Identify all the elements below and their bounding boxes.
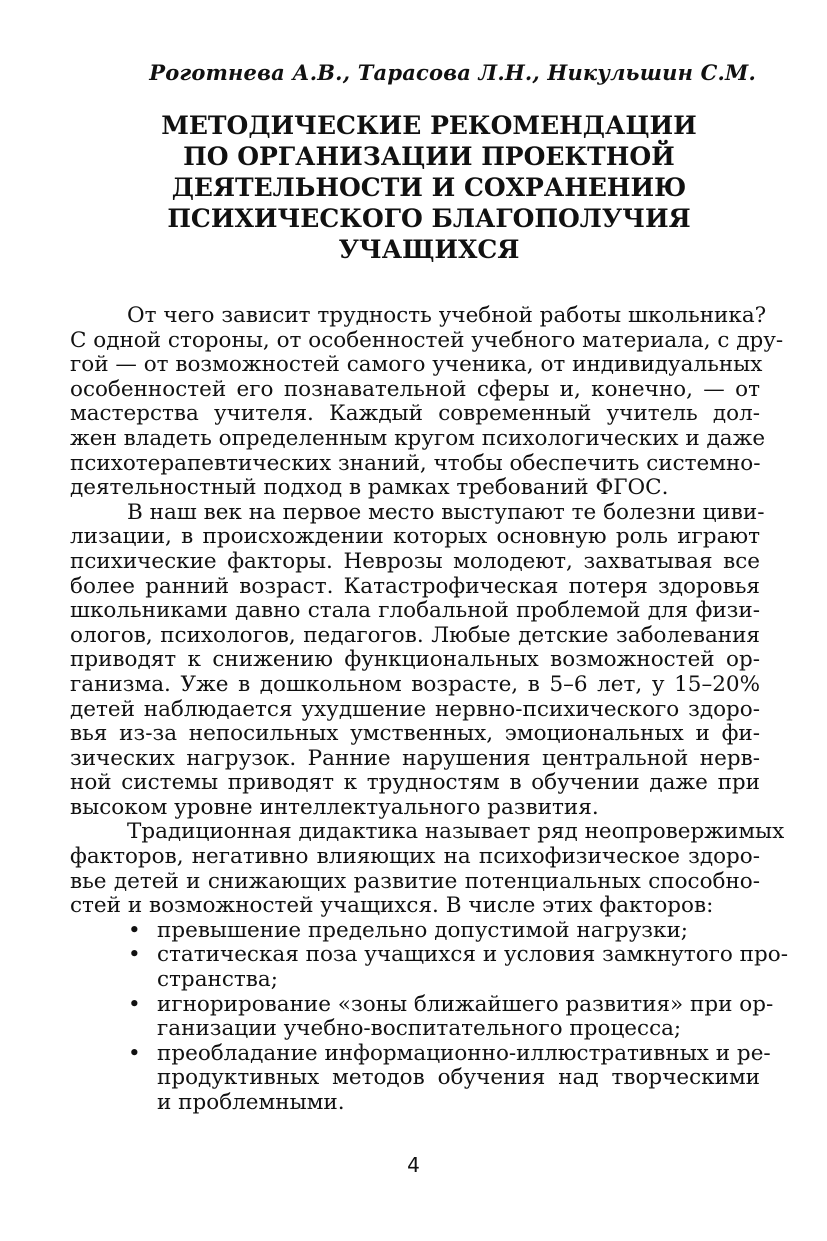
bullet-icon: • <box>128 917 141 943</box>
paragraph-1 <box>70 303 784 501</box>
text-line: мастерства учителя. Каждый современный учитель дол- <box>70 401 760 427</box>
text-line: От чего зависит трудность учебной работы школьника? <box>127 303 767 328</box>
list-item <box>70 991 774 1042</box>
text-line: стей и возможностей учащихся. В числе этих факторов: <box>70 893 714 919</box>
title-line: ДЕЯТЕЛЬНОСТИ И СОХРАНЕНИЮ <box>171 173 687 202</box>
list-item <box>70 942 788 993</box>
text-line: вье детей и снижающих развитие потенциальных способно- <box>70 868 760 894</box>
text-line: психические факторы. Неврозы молодеют, захватывая все <box>70 548 760 574</box>
text-line: особенностей его познавательной сферы и, конечно, — от <box>70 376 760 402</box>
text-line: продуктивных методов обучения над творческими <box>157 1065 760 1091</box>
text-line: деятельностный подход в рамках требований ФГОС. <box>70 475 669 501</box>
body-text <box>70 303 788 1116</box>
text-line: психотерапевтических знаний, чтобы обеспечить системно- <box>70 450 761 476</box>
text-line: гой — от возможностей самого ученика, от индивидуальных <box>70 352 763 378</box>
text-line: зических нагрузок. Ранние нарушения центральной нерв- <box>70 745 760 771</box>
text-line: • игнорирование «зоны ближайшего развития» при ор- <box>128 991 774 1017</box>
title-line: ПО ОРГАНИЗАЦИИ ПРОЕКТНОЙ <box>183 142 675 171</box>
text-line: факторов, негативно влияющих на психофизическое здоро- <box>70 844 760 870</box>
text-line: вья из-за непосильных умственных, эмоциональных и фи- <box>70 721 760 747</box>
title-line: ПСИХИЧЕСКОГО БЛАГОПОЛУЧИЯ <box>167 204 691 233</box>
bullet-icon: • <box>128 942 141 968</box>
text-line: более ранний возраст. Катастрофическая потеря здоровья <box>70 573 760 599</box>
title-line: УЧАЩИХСЯ <box>338 235 520 264</box>
page-number: 4 <box>407 1153 420 1177</box>
factor-list <box>70 917 788 1116</box>
text-line: и проблемными. <box>157 1090 345 1115</box>
text-line: • статическая поза учащихся и условия замкнутого про- <box>128 942 788 968</box>
text-line: ганизма. Уже в дошкольном возрасте, в 5–6 лет, у 15–20% <box>70 671 760 697</box>
text-line: ганизации учебно-воспитательного процесса; <box>157 1016 682 1042</box>
article-title <box>70 110 788 265</box>
text-line: приводят к снижению функциональных возможностей ор- <box>70 647 760 673</box>
text-line: странства; <box>157 967 278 993</box>
list-item <box>70 919 760 944</box>
text-line: • преобладание информационно-иллюстративных и ре- <box>128 1040 771 1066</box>
authors-line: Роготнева А.В., Тарасова Л.Н., Никульшин С.М. <box>149 60 756 85</box>
text-line: ологов, психологов, педагогов. Любые детские заболевания <box>70 622 760 648</box>
bullet-icon: • <box>128 1040 141 1066</box>
text-line: С одной стороны, от особенностей учебного материала, с дру- <box>70 327 784 353</box>
text-line: школьниками давно стала глобальной проблемой для физи- <box>70 598 760 624</box>
text-line: • превышение предельно допустимой нагрузки; <box>128 917 689 943</box>
text-line: лизации, в происхождении которых основную роль играют <box>70 524 760 550</box>
paragraph-3 <box>70 819 785 919</box>
list-item <box>70 1040 771 1116</box>
text-line: высоком уровне интеллектуального развития. <box>70 794 599 820</box>
text-line: детей наблюдается ухудшение нервно-психического здоро- <box>70 696 760 722</box>
text-line: ной системы приводят к трудностям в обучении даже при <box>70 770 760 796</box>
bullet-icon: • <box>128 991 141 1017</box>
text-line: Традиционная дидактика называет ряд неопровержимых <box>127 819 785 845</box>
paragraph-2 <box>70 499 765 821</box>
text-line: жен владеть определенным кругом психологических и даже <box>70 425 766 451</box>
text-line: В наш век на первое место выступают те болезни циви- <box>127 499 765 525</box>
title-line: МЕТОДИЧЕСКИЕ РЕКОМЕНДАЦИИ <box>161 111 697 140</box>
